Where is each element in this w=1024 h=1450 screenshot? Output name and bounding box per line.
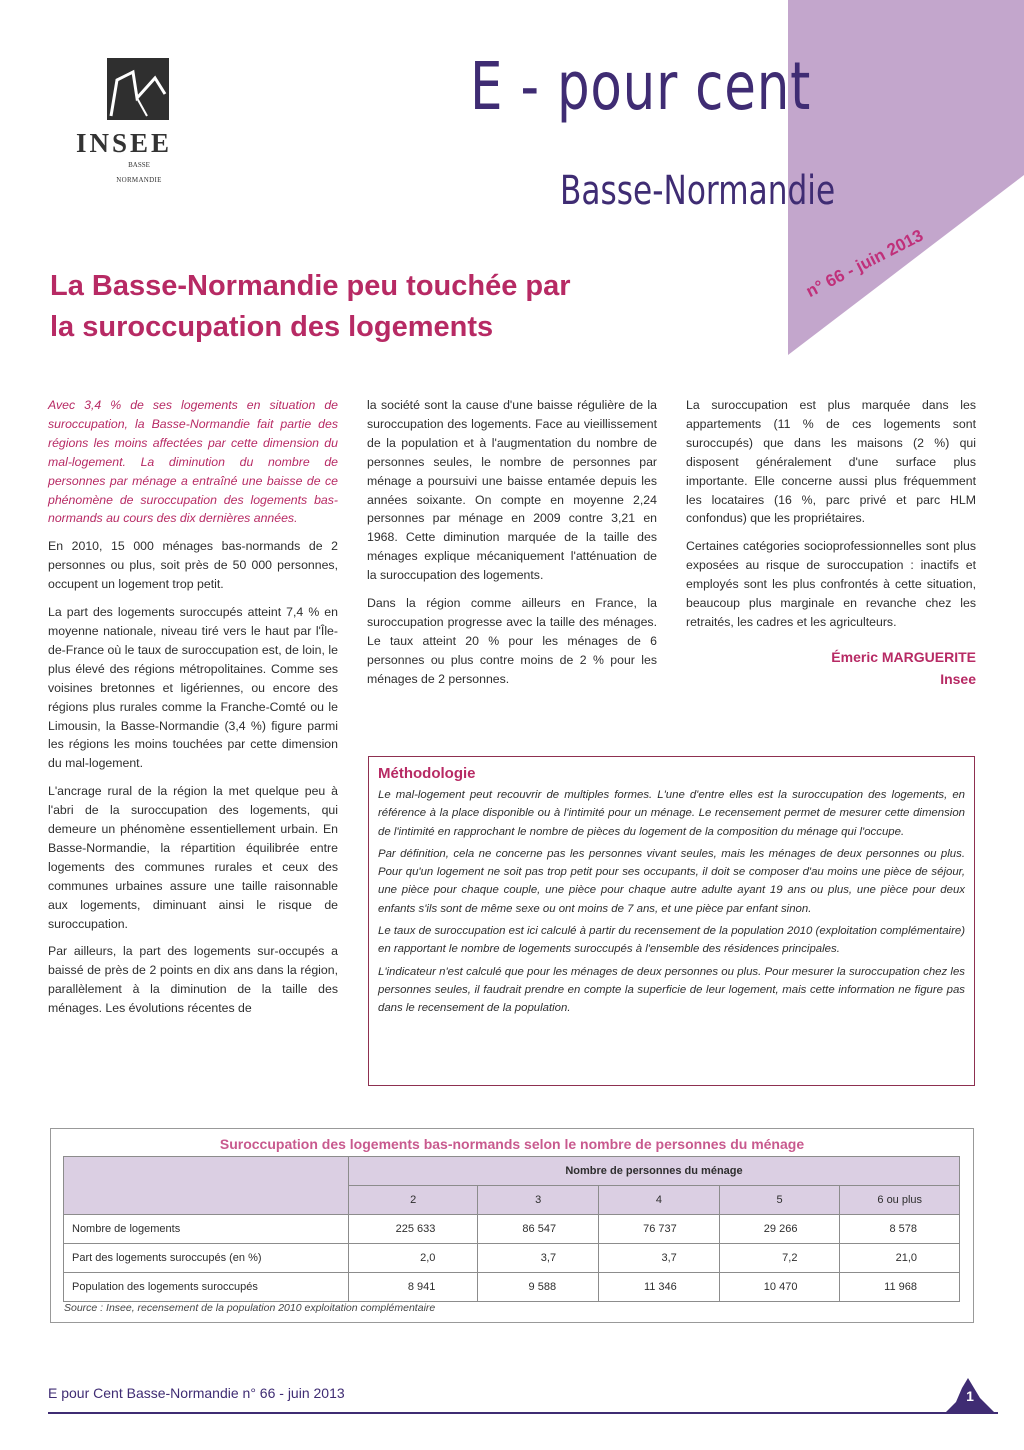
data-table (63, 1156, 960, 1302)
table-cell: 10 470 (719, 1273, 840, 1302)
article-headline (50, 266, 750, 348)
table-cell: 3,7 (599, 1244, 720, 1273)
paragraph: Certaines catégories socioprofessionnelles sont plus exposées au risque de suroccupation : inactifs et employés sont les plus confrontés à cette situation, beaucoup plus marginale en revanche chez les retraités, les cadres et les agriculteurs. (686, 539, 976, 629)
paragraph: L'ancrage rural de la région la met quelque peu à l'abri de la suroccupation des logements, qui demeure un phénomène essentiellement urbain. En Basse-Normandie, la répartition équilibrée entre logements des communes rurales et ceux des communes urbaines assure une taille raisonnable aux logements, diminuant ainsi le risque de suroccupation. (48, 784, 338, 931)
page-number-badge (944, 1374, 996, 1414)
column-header: 3 (478, 1186, 599, 1215)
table-title: Suroccupation des logements bas-normands selon le nombre de personnes du ménage (219, 1136, 805, 1152)
table-cell: 11 968 (840, 1273, 960, 1302)
table-cell: 8 578 (840, 1215, 960, 1244)
methodology-paragraph: L'indicateur n'est calculé que pour les ménages de deux personnes ou plus. Pour mesurer la suroccupation chez les personnes seules, il faudrait prendre en compte la superficie de leur logement, mais cette information ne figure pas dans le recensement de la population. (378, 965, 965, 1015)
methodology-title: Méthodologie (378, 765, 476, 782)
paragraph: Dans la région comme ailleurs en France, la suroccupation progresse avec la taille des ménages. Le taux atteint 20 % pour les ménages de 6 personnes ou plus contre moins de 2 % pour les ménages de 2 personnes. (367, 596, 657, 686)
text-column-1 (48, 396, 338, 1027)
paragraph: La suroccupation est plus marquée dans les appartements (11 % de ces logements sont suroccupés) que dans les maisons (2 %) qui disposent généralement d'une surface plus importante. Elle concerne aussi plus fréquemment les locataires (16 %, parc privé et parc HLM confondus) que les propriétaires. (686, 398, 976, 526)
paragraph: En 2010, 15 000 ménages bas-normands de 2 personnes ou plus, soit près de 50 000 personnes, occupent un logement trop petit. (48, 539, 338, 592)
column-header: 4 (599, 1186, 720, 1215)
table-source-note: Source : Insee, recensement de la population 2010 exploitation complémentaire (64, 1302, 436, 1314)
paragraph: la société sont la cause d'une baisse régulière de la suroccupation des logements. Face au vieillissement de la population et à l'augmentation du nombre de personnes seules, le nombre de personnes par ménage a poursuivi une baisse entamée depuis les années soixante. On compte en moyenne 2,24 personnes par ménage en 2009 contre 3,21 en 1968. Cette diminution marquée de la taille des ménages explique mécaniquement l'atténuation de la suroccupation des logements. (367, 398, 657, 583)
column-header: 6 ou plus (840, 1186, 960, 1215)
methodology-paragraph: Par définition, cela ne concerne pas les personnes vivant seules, mais les ménages de deux personnes ou plus. Pour qu'un logement ne soit pas trop petit pour ses occupants, il doit se composer d'au moins une pièce de séjour, une pièce pour chaque couple, une pièce pour chaque autre adulte ayant 19 ans ou plus, une pièce pour deux enfants s'ils sont de même sexe ou ont moins de 7 ans, et une pièce par enfant sinon. (378, 847, 965, 915)
publication-title: E - pour cent (470, 48, 812, 125)
table-row (64, 1244, 960, 1273)
author-name: Émeric MARGUERITE (831, 648, 976, 665)
column-header: 5 (719, 1186, 840, 1215)
table-cell: 3,7 (478, 1244, 599, 1273)
column-header: 2 (349, 1186, 478, 1215)
table-cell: 76 737 (599, 1215, 720, 1244)
table-cell: 7,2 (719, 1244, 840, 1273)
methodology-paragraph: Le mal-logement peut recouvrir de multiples formes. L'une d'entre elles est la suroccupation des logements, en référence à la place disponible ou à l'intimité pour un ménage. Le recensement permet de mesurer cette dimension de l'intimité en rapprochant le nombre de pièces du logement de la composition du ménage qui l'occupe. (378, 789, 965, 838)
page-number: 1 (966, 1388, 974, 1404)
table-cell: 21,0 (840, 1244, 960, 1273)
table-cell: 8 941 (349, 1273, 478, 1302)
headline-line: La Basse-Normandie peu touchée par (50, 270, 571, 302)
issue-label: n° 66 - juin 2013 (802, 225, 927, 302)
logo-subtitle: NORMANDIE (116, 176, 162, 184)
author-block (686, 646, 976, 690)
table-cell: 86 547 (478, 1215, 599, 1244)
table-row (64, 1273, 960, 1302)
methodology-box (368, 756, 975, 1086)
table-cell: 29 266 (719, 1215, 840, 1244)
table-cell: 2,0 (349, 1244, 478, 1273)
text-column-2 (367, 396, 657, 698)
headline-line: la suroccupation des logements (50, 311, 494, 343)
lead-paragraph: Avec 3,4 % de ses logements en situation de suroccupation, la Basse-Normandie fait partie des régions les moins affectées par cette dimension du mal-logement. La diminution du nombre de personnes par ménage a entraîné une baisse de ce phénomène de suroccupation des logements bas-normands au cours des dix dernières années. (48, 398, 338, 526)
table-group-header: Nombre de personnes du ménage (349, 1157, 960, 1186)
paragraph: Par ailleurs, la part des logements sur-occupés a baissé de près de 2 points en dix ans dans la région, parallèlement à la diminution de la taille des ménages. Les évolutions récentes de (48, 944, 338, 1016)
table-cell: 11 346 (599, 1273, 720, 1302)
table-row (64, 1215, 960, 1244)
row-label: Nombre de logements (64, 1215, 349, 1244)
insee-logo-icon (107, 58, 169, 120)
footer-divider (48, 1412, 998, 1414)
row-label: Part des logements suroccupés (en %) (64, 1244, 349, 1273)
row-label: Population des logements suroccupés (64, 1273, 349, 1302)
paragraph: La part des logements suroccupés atteint 7,4 % en moyenne nationale, niveau tiré vers le haut par l'Île-de-France où le taux de suroccupation est, de loin, le plus élevé des régions métropolitaines. Comme ses voisines bretonnes et ligériennes, ou encore des régions plus rurales comme la Franche-Comté ou le Limousin, la Basse-Normandie (3,4 %) figure parmi les régions les moins touchées par cette dimension du mal-logement. (48, 605, 338, 771)
table-header-row (64, 1157, 960, 1186)
table-cell: 9 588 (478, 1273, 599, 1302)
footer-publication: E pour Cent Basse-Normandie n° 66 - juin 2013 (48, 1385, 345, 1401)
publication-region: Basse-Normandie (560, 168, 836, 214)
text-column-3 (686, 396, 976, 690)
logo-wordmark: INSEE (75, 128, 173, 158)
methodology-paragraph: Le taux de suroccupation est ici calculé à partir du recensement de la population 2010 (exploitation complémentaire) en rapportant le nombre de logements suroccupés à l'ensemble des résidences principales. (378, 925, 965, 956)
logo-subtitle: BASSE (128, 161, 150, 169)
table-cell: 225 633 (349, 1215, 478, 1244)
table-corner-cell (64, 1157, 349, 1215)
author-org: Insee (940, 670, 976, 687)
